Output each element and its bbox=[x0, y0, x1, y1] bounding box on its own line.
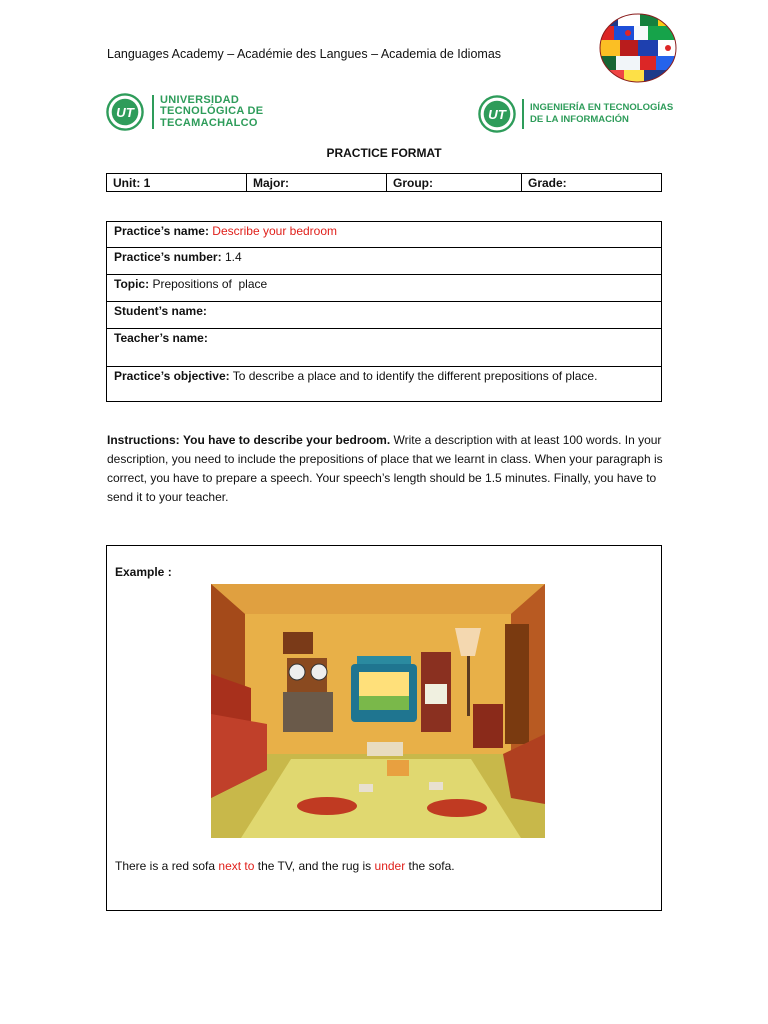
example-sentence bbox=[115, 859, 455, 873]
student-name-cell bbox=[107, 302, 662, 329]
topic-cell bbox=[107, 275, 662, 302]
instructions-label: Instructions: bbox=[107, 433, 180, 447]
universidad-line-2: TECNOLÓGICA DE bbox=[160, 105, 264, 118]
practice-number-cell bbox=[107, 248, 662, 275]
ut-emblem-text: UT bbox=[488, 106, 506, 122]
topic-value: Prepositions of place bbox=[152, 277, 268, 291]
teacher-name-label: Teacher’s name: bbox=[114, 331, 208, 345]
logo-divider bbox=[522, 99, 524, 129]
objective-value: To describe a place and to identify the different prepositions of place. bbox=[232, 369, 598, 383]
ut-emblem-text: UT bbox=[116, 104, 134, 120]
flags-globe-icon bbox=[598, 12, 678, 84]
instructions-paragraph bbox=[107, 431, 663, 507]
objective-cell bbox=[107, 367, 662, 402]
ut-emblem-icon bbox=[106, 93, 144, 131]
universidad-line-3: TECAMACHALCO bbox=[160, 116, 258, 129]
universidad-logo bbox=[106, 93, 263, 131]
practice-name-value: Describe your bedroom bbox=[212, 224, 338, 238]
logo-divider bbox=[152, 95, 154, 129]
example-label: Example : bbox=[115, 565, 172, 579]
ut-emblem-icon bbox=[478, 95, 516, 133]
living-room-illustration bbox=[211, 584, 545, 838]
sentence-part-2: the TV, and the rug is bbox=[254, 859, 375, 873]
ingenieria-name bbox=[530, 102, 673, 126]
practice-number-value: 1.4 bbox=[224, 250, 242, 264]
practice-name-label: Practice’s name: bbox=[114, 224, 209, 238]
group-cell: Group: bbox=[387, 174, 522, 192]
academy-header: Languages Academy – Académie des Langues – Academia de Idiomas bbox=[107, 47, 502, 61]
unit-table bbox=[106, 173, 662, 192]
ingenieria-line-1: INGENIERÍA EN TECNOLOGÍAS bbox=[530, 102, 674, 113]
universidad-name bbox=[160, 95, 263, 130]
highlight-next-to: next to bbox=[218, 859, 255, 873]
ingenieria-line-2: DE LA INFORMACIÓN bbox=[530, 114, 629, 125]
page-title: PRACTICE FORMAT bbox=[326, 146, 442, 160]
practice-name-cell bbox=[107, 222, 662, 248]
major-cell: Major: bbox=[247, 174, 387, 192]
topic-label: Topic: bbox=[114, 277, 150, 291]
student-name-label: Student’s name: bbox=[114, 304, 207, 318]
practice-info-table bbox=[106, 221, 662, 402]
practice-number-label: Practice’s number: bbox=[114, 250, 222, 264]
highlight-under: under bbox=[374, 859, 406, 873]
universidad-line-1: UNIVERSIDAD bbox=[160, 93, 240, 106]
sentence-part-3: the sofa. bbox=[405, 859, 455, 873]
teacher-name-cell bbox=[107, 329, 662, 367]
unit-cell: Unit: 1 bbox=[107, 174, 247, 192]
objective-label: Practice’s objective: bbox=[114, 369, 230, 383]
ingenieria-logo bbox=[478, 95, 673, 133]
instructions-text: Write a description with at least 100 words. In your description, you need to include the prepositions of place that we learnt in class. When your paragraph is correct, you have to prepare a speech. Your speech’s length should be 1.5 minutes. Finally, you have to send it to your teacher. bbox=[107, 433, 663, 504]
sentence-part-1: There is a red sofa bbox=[115, 859, 219, 873]
instructions-bold: You have to describe your bedroom. bbox=[183, 433, 391, 447]
example-box bbox=[106, 545, 662, 911]
grade-cell: Grade: bbox=[522, 174, 662, 192]
